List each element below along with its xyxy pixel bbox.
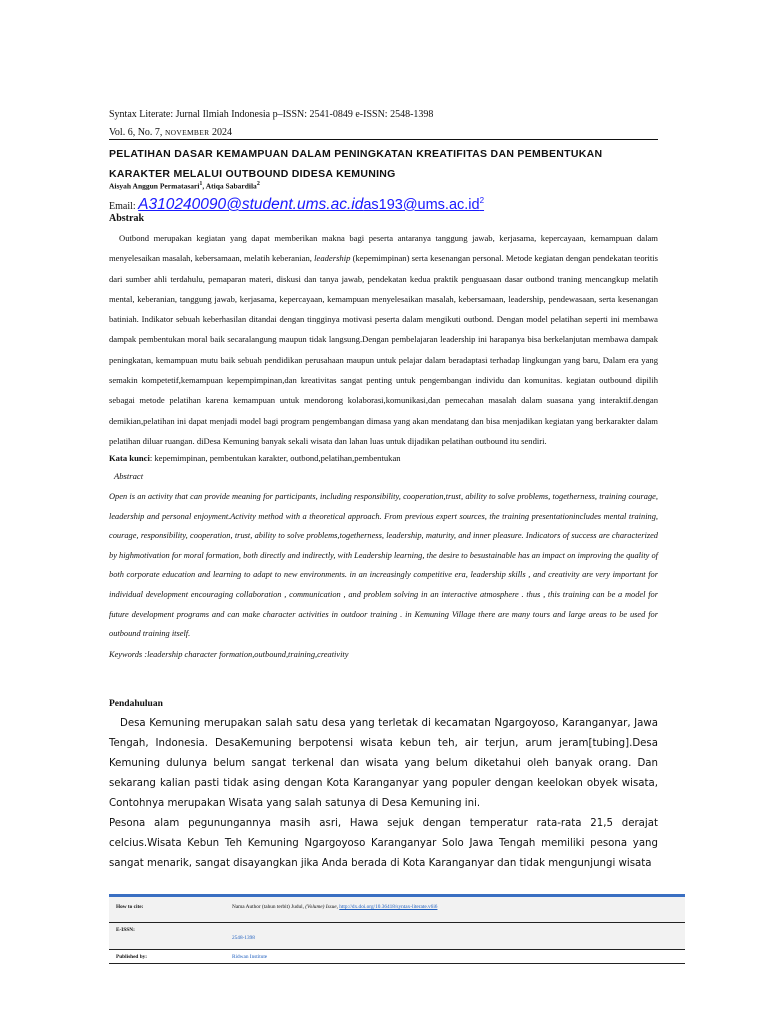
abstract-text: [109, 228, 658, 451]
paper-title: PELATIHAN DASAR KEMAMPUAN DALAM PENINGKATAN KREATIFITAS DAN PEMBENTUKAN KARAKTER MELALUI OUTBOUND DIDESA KEMUNING: [109, 148, 603, 180]
author-1-affil: 1: [199, 181, 203, 187]
author-1: Aisyah Anggun Permatasari: [109, 181, 200, 191]
eissn-value: 2548-1398: [232, 922, 685, 949]
keywords-en: Keywords :leadership character formation,outbound,training,creativity: [109, 650, 349, 659]
intro-heading: Pendahuluan: [109, 699, 163, 709]
journal-line: Syntax Literate: Jurnal Ilmiah Indonesia p–ISSN: 2541-0849 e-ISSN: 2548-1398: [109, 109, 434, 120]
volume-line: [109, 126, 658, 140]
doi-link[interactable]: http://dx.doi.org/10.36418/syntax-literate.v6i6: [339, 904, 438, 910]
intro-body: [109, 714, 658, 874]
how-to-cite-value: [232, 897, 685, 922]
intro-paragraph-2: Pesona alam pegunungannya masih asri, Hawa sejuk dengan temperatur rata-rata 21,5 derajat celcius.Wisata Kebun Teh Kemuning Ngargoyoso Karanganyar Solo Jawa Tengah memiliki pesona yang sangat menarik, sangat disayangkan jika Anda berada di Kota Karanganyar dan tidak mengunjungi wisata: [109, 818, 658, 869]
keywords-line: [109, 451, 658, 465]
volume-year: 2024: [209, 127, 232, 138]
header-divider: [109, 139, 658, 140]
citation-box: [109, 894, 685, 964]
email-link-1[interactable]: A310240090@student.ums.ac.id: [138, 195, 364, 213]
author-2: , Atiqa Sabardila: [202, 181, 257, 191]
keywords-text: : kepemimpinan, pembentukan karakter, outbond,pelatihan,pembentukan: [149, 453, 401, 463]
eissn-label: E-ISSN:: [109, 922, 232, 949]
citation-table: [109, 897, 685, 964]
email-link-2[interactable]: [363, 197, 484, 213]
citation-row-how-to-cite: [109, 897, 685, 922]
email-2-affil: 2: [479, 196, 485, 205]
author-2-affil: 2: [256, 181, 260, 187]
journal-header: [109, 108, 658, 122]
abstract-en-heading: Abstract: [114, 471, 144, 481]
abstract-text-a: Outbond merupakan kegiatan yang dapat memberikan makna bagi peserta antaranya tanggung jawab, kerjasama, kepercayaan, kemampuan dalam menyelesaikan masalah, kebersamaan, melatih keberanian,: [109, 233, 658, 264]
citation-row-publisher: [109, 949, 685, 963]
abstract-text-b: (kepemimpinan) serta kesenangan personal. Metode kegiatan dengan pendekatan teoritis dari sumber ahli terdahulu, pemaparan materi, diskusi dan tanya jawab, pendekatan kedua praktik penguasaan dasar outbond traning mencangkup melatih mental, keberanian, tanggung jawab, kerjasama, kepercayaan, kemampuan menyelesaikan masalah, kebersamaan, leadership, pendewasaan, serta kesenangan batiniah. Indikator sebuah keberhasilan ditandai dengan tingginya motivasi peserta dalam mengikuti outbond. Dengan model pelatihan seperti ini membawa dampak pembentukan moral baik secaralangung maupun tidak langsung.Dengan pembelajaran leadership ini harapanya bisa berkelanjutan membawa dampak peningkatan, kemampuan mutu baik sebuah pendidikan perusahaan maupun untuk pelajar dalam beradaptasi terhadap lingkungan yang baru, Dalam era yang semakin kompetetif,kemampuan kepempimpinan,dan kreativitas sangat penting untuk pengembangan individu dan komunitas. kegiatan outbound dipilih sebagai metode pelatihan karena kemampuan untuk mendorong kolaborasi,komunikasi,dan pemecahan masalah dalam suasana yang interaktif.dengan demikian,pelatihan ini dapat menjadi model bagi program pengembangan dimasa yang akan mendatang dan bisa menjadikan kegiatan yang berkarakter dalam pelatihan diluar ruangan. diDesa Kemuning banyak sekali wisata dan lahan luas untuk dijadikan pelatihan outbound itu sendiri.: [109, 253, 658, 446]
how-to-cite-volume: (Volume) Issue: [305, 904, 337, 910]
volume-month: NOVEMBER: [164, 128, 210, 137]
published-value: Ridwan Institute: [232, 949, 685, 963]
intro-paragraph-1: Desa Kemuning merupakan salah satu desa yang terletak di kecamatan Ngargoyoso, Karanganyar, Jawa Tengah, Indonesia. DesaKemuning berpotensi wisata kebun teh, air terjun, arum jeram[tubing].Desa Kemuning dulunya belum sangat terkenal dan wisata yang belum diketahui oleh banyak orang. Dan sekarang kalian pasti tidak asing dengan Kota Karanganyar yang populer dengan keelokan obyek wisata, Contohnya merupakan Wisata yang salah satunya di Desa Kemuning ini.: [109, 718, 658, 809]
published-label: Published by:: [109, 949, 232, 963]
abstract-en-text: Open is an activity that can provide meaning for participants, including responsibility, cooperation,trust, ability to solve problems, togetherness, training courage, leadership and personal enjoyment.Activity method with a theoretical approach. From previous expert sources, the training presentationincludes mental training, courage, responsibility, cooperation, trust, ability to solve problems,togetherness, leadership, maturity, and inner pleasure. Indicators of success are characterized by highmotivation for moral formation, both directly and indirectly, with Leadership learning, the desire to besustainable has an impact on improving the quality of both corporate education and learning to adapt to new environments. in an increasingly competitive era, leadership skills , and creativity are very important for individual development encouraging collaboration , communication , and problem solving in an interactive atmosphere . thus , this training can be a model for future development programs and can make character activities in outdoor training . in Kemuning Village there are many tours and large areas to be used for outbound training itself.: [109, 492, 658, 639]
how-to-cite-label: How to cite:: [109, 897, 232, 922]
citation-row-eissn: [109, 922, 685, 949]
abstract-text-italic: leadership: [314, 253, 351, 264]
email-label: Email:: [109, 200, 139, 212]
abstract-heading: Abstrak: [109, 213, 145, 224]
how-to-cite-text: Nama Author (tahun terbit) Judul,: [232, 904, 306, 910]
volume-prefix: Vol. 6, No. 7,: [109, 127, 165, 138]
keywords-label: Kata kunci: [109, 453, 150, 463]
how-to-cite-comma: ,: [336, 904, 340, 910]
email-2-text: as193@ums.ac.id: [363, 196, 480, 213]
